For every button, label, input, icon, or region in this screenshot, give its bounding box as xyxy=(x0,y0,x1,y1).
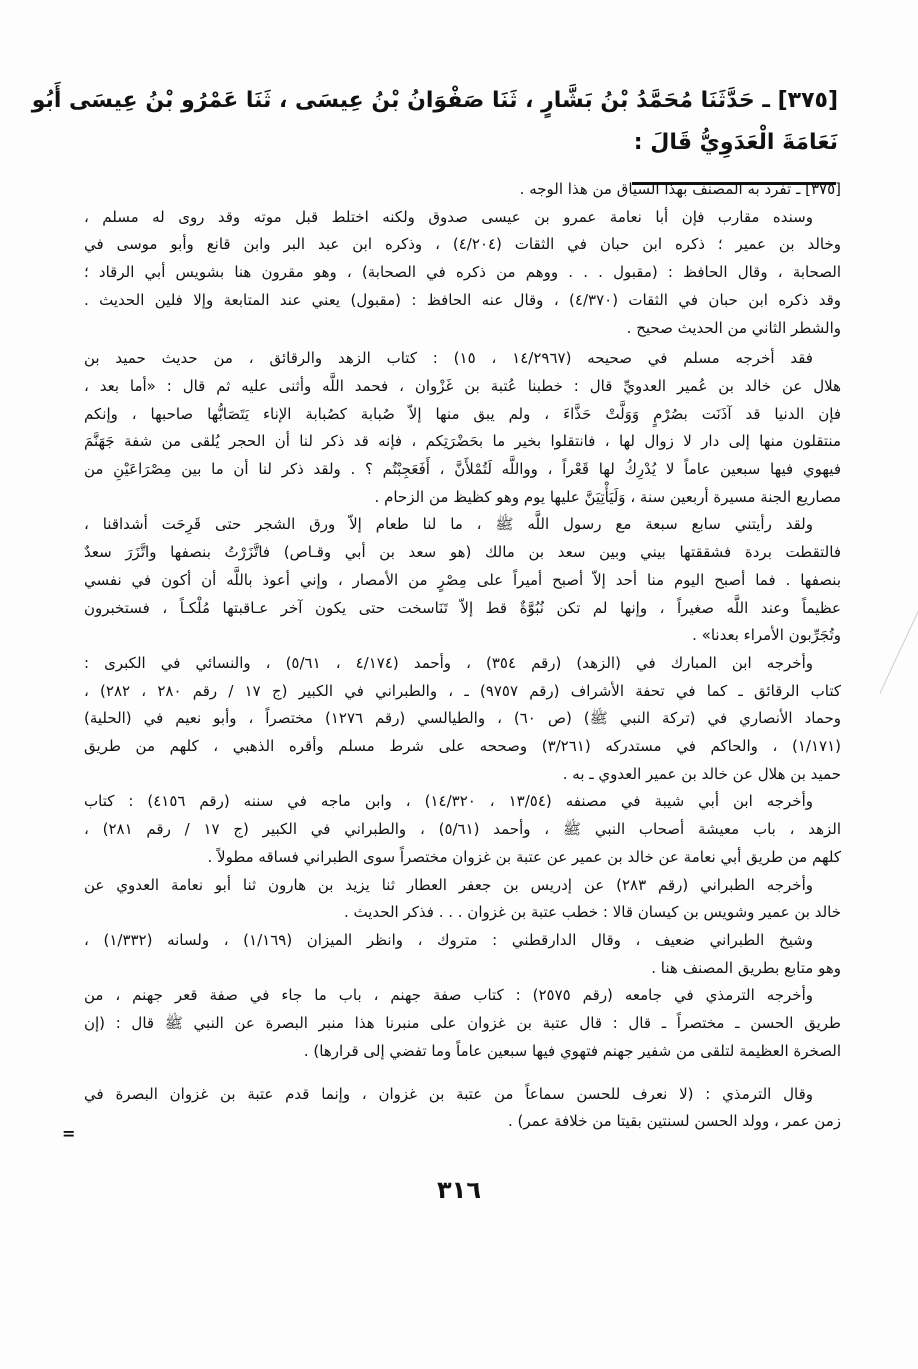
footnote-line: وشيخ الطبراني ضعيف ، وقال الدارقطني : متروك ، وانظر الميزان (١/١٦٩) ، ولسانه (١/٣٣٢) ، xyxy=(84,930,813,949)
footnote-line: مصاريع الجنة مسيرة أربعين سنة ، وَلَيَأْتِيَنَّ عليها يوم وهو كظيظ من الزحام . xyxy=(374,487,841,506)
footnote-line: وسنده مقارب فإن أبا نعامة عمرو بن عيسى صدوق ولكنه اختلط قبل موته وقد روى له مسلم ، xyxy=(84,207,813,226)
footnote-line: فقد أخرجه مسلم في صحيحه (١٤/٢٩٦٧ ، ١٥) : كتاب الزهد والرقائق ، من حديث حميد بن xyxy=(84,349,813,368)
footnote-line: ولقد رأيتني سابع سبعة مع رسول اللَّه ﷺ ، ما لنا طعام إلاّ ورق الشجر حتى قَرِحَت أشداقنا ، xyxy=(84,515,813,534)
footnote-paragraph xyxy=(84,927,841,982)
footnote-line: فالتقطت بردة فشققتها بيني وبين سعد بن مالك (هو سعد بن أبي وقـاص) فاتَّزَرْتُ بنصفها واتَّزَرَ سعدٌ xyxy=(84,543,841,562)
footnote-line: فيهوي فيها سبعين عاماً لا يُدْرِكُ لها قَعْراً ، وواللَّه لَتُمْلأَنَّ ، أَفَعَجِبْتُم ؟ . ولقد ذكر لنا أن ما بين مِصْرَاعَيْنِ من xyxy=(84,460,841,479)
footnote-paragraph xyxy=(84,204,841,343)
footnote-line: كلهم من طريق أبي نعامة عن خالد بن عمير عن عتبة بن غزوان مختصراً سوى الطبراني فساقه مطولاً . xyxy=(207,847,841,866)
footnote-paragraph xyxy=(84,345,841,511)
hadith-line: نَعَامَةَ الْعَدَوِيُّ قَالَ : xyxy=(633,130,838,155)
hadith-text xyxy=(31,80,838,164)
footnote-line: خالد بن عمير وشويس بن كيسان قالا : خطب عتبة بن غزوان . . . فذكر الحديث . xyxy=(343,903,841,922)
footnote-line: وقد ذكره ابن حبان في الثقات (٤/٣٧٠) ، وقال عنه الحافظ : (مقبول) يعني عند المتابعة وإلا فلين الحديث . xyxy=(84,290,841,309)
footnote-paragraph xyxy=(84,788,841,871)
footnote-line: وتُجَرِّبون الأمراء بعدنا» . xyxy=(692,626,841,645)
footnote-line: وحماد الأنصاري في (تركة النبي ﷺ) (ص ٦٠) ، والطيالسي (رقم ١٢٧٦) مختصراً ، وأبو نعيم في (الحلية) xyxy=(84,709,842,728)
footnote-line: وخالد بن عمير ؛ ذكره ابن حبان في الثقات (٤/٢٠٤) ، وذكره ابن عبد البر وابن قانع وأبو موسى في xyxy=(84,235,841,254)
footnote-line: حميد بن هلال عن خالد بن عمير العدوي ـ به . xyxy=(562,764,841,783)
footnote-line: هلال عن خالد بن عُمير العدويِّ قال : خطبنا عُتبة بن غَزْوان ، فحمد اللَّه وأثنى عليه ثم قال : «أما بعد ، xyxy=(84,376,841,395)
footnote-paragraph xyxy=(84,650,841,789)
footnote-line: طريق الحسن ـ مختصراً ـ قال : قال عتبة بن غزوان على منبرنا هذا منبر البصرة عن النبي ﷺ قال : (إن xyxy=(84,1014,841,1033)
footnote-line: الصحابة ، وقال الحافظ : (مقبول . . . ووهم من ذكره في الصحابة) ، وهو مقرون هنا بشويس أبي الرقاد ؛ xyxy=(84,263,841,282)
hadith-line: [٣٧٥] ـ حَدَّثَنَا مُحَمَّدُ بْنُ بَشَّارٍ ، ثَنَا صَفْوَانُ بْنُ عِيسَى ، ثَنَا عَمْرُو بْنُ عِيسَى أَبُو xyxy=(31,88,838,113)
footnote-line: منتقلون منها إلى دار لا زوال لها ، فانتقلوا بخير ما بحَضْرَتِكم ، فإنه قد ذكر لنا أن الحجر يُلقى من شفة جَهَنَّمَ xyxy=(84,432,841,451)
footnote-line: والشطر الثاني من الحديث صحيح . xyxy=(626,318,841,337)
footnote-line: [٣٧٥] ـ تفرد به المصنف بهذا السياق من هذا الوجه . xyxy=(519,180,841,198)
footnote-line: وأخرجه ابن أبي شيبة في مصنفه (١٣/٥٤ ، ١٤/٣٢٠) ، وابن ماجه في سننه (رقم ٤١٥٦) : كتاب xyxy=(84,792,813,811)
footnote-paragraph xyxy=(84,1081,841,1136)
footnote-line: زمن عمر ، وولد الحسن لسنتين بقيتا من خلافة عمر) . xyxy=(507,1112,841,1131)
footnote-paragraph xyxy=(84,872,841,927)
footnote-line: بنصفها . فما أصبح اليوم منا أحد إلاّ أصبح أميراً على مِصْرٍ من الأمصار ، وإني أعوذ باللَّه أن أكون في نفسي xyxy=(84,570,841,589)
footnote-line: الزهد ، باب معيشة أصحاب النبي ﷺ ، وأحمد (٥/٦١) ، والطبراني في الكبير (ج ١٧ / رقم ٢٨١) ، xyxy=(84,820,842,839)
continuation-mark: = xyxy=(62,1124,76,1143)
footnote-line: وهو متابع بطريق المصنف هنا . xyxy=(651,958,841,977)
footnote-line: وأخرجه ابن المبارك في (الزهد) (رقم ٣٥٤) ، وأحمد (٤/١٧٤ ، ٥/٦١) ، والنسائي في الكبرى : xyxy=(84,653,813,672)
footnote-line: وأخرجه الترمذي في جامعه (رقم ٢٥٧٥) : كتاب صفة جهنم ، باب ما جاء في صفة قعر جهنم ، من xyxy=(84,986,813,1005)
scan-artifact xyxy=(879,566,918,693)
footnote-line: عظيماً وعند اللَّه صغيراً ، وإنها لم تكن نُبُوَّةٌ قط إلاّ تَنَاسخت حتى يكون آخر عـاقبتها مُلْكـاً ، فستخبرون xyxy=(84,598,841,617)
footnote-line: فإن الدنيا قد آذَنَت بصُرْمٍ وَوَلَّتْ حَذَّاءَ ، ولم يبق منها إلاّ صُبابة كصُبابة الإناء يَتَصَابُّها صاحبها ، وإنكم xyxy=(84,404,841,423)
footnote-paragraph xyxy=(84,511,841,650)
footnote-line: (١/١٧١) ، والحاكم في مستدركه (٣/٢٦١) وصححه على شرط مسلم وأقره الذهبي ، كلهم من طريق xyxy=(84,737,841,756)
footnotes xyxy=(84,176,841,1136)
footnote-line: الصخرة العظيمة لتلقى من شفير جهنم فتهوي فيها سبعين عاماً وما تفضي إلى قرارها) . xyxy=(303,1041,841,1060)
page-number: ٣١٦ xyxy=(437,1176,481,1204)
footnote-line: وأخرجه الطبراني (رقم ٢٨٣) عن إدريس بن جعفر العطار ثنا يزيد بن هارون ثنا أبو نعامة العدوي عن xyxy=(84,875,813,894)
footnote-paragraph xyxy=(84,982,841,1065)
footnote-paragraph xyxy=(84,176,841,204)
footnote-line: كتاب الرقائق ـ كما في تحفة الأشراف (رقم ٩٧٥٧) ـ ، والطبراني في الكبير (ج ١٧ / رقم ٢٨٠ ، ٢٨٢) ، xyxy=(84,681,841,700)
footnote-line: وقال الترمذي : (لا نعرف للحسن سماعاً من عتبة بن غزوان ، وإنما قدم عتبة بن غزوان البصرة في xyxy=(84,1084,813,1103)
